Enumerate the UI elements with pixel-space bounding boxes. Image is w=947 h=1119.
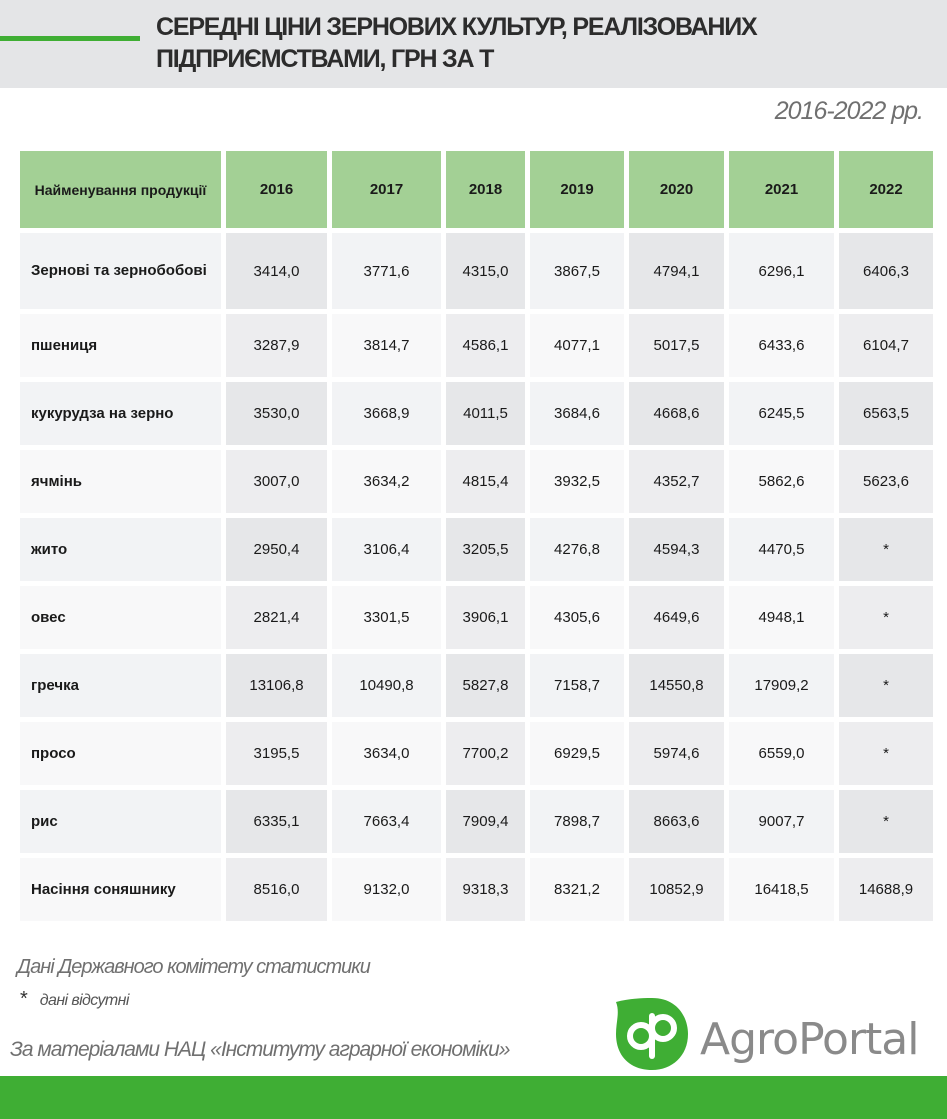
price-cell: 5017,5 — [629, 314, 724, 377]
product-name-cell: рис — [20, 790, 221, 853]
footer-bar — [0, 1076, 947, 1119]
price-cell: 5827,8 — [446, 654, 525, 717]
missing-data-note — [20, 988, 129, 1011]
credit-note: За матеріалами НАЦ «Інституту аграрної економіки» — [10, 1038, 510, 1061]
agroportal-wordmark: AgroPortal — [700, 1014, 919, 1065]
price-cell: 9132,0 — [332, 858, 441, 921]
price-cell: 6929,5 — [530, 722, 624, 785]
price-cell: 6245,5 — [729, 382, 834, 445]
price-cell: 6433,6 — [729, 314, 834, 377]
price-cell: 7158,7 — [530, 654, 624, 717]
price-cell: 3195,5 — [226, 722, 327, 785]
price-cell: 3106,4 — [332, 518, 441, 581]
column-header-2021: 2021 — [729, 151, 834, 228]
agroportal-logo — [612, 994, 919, 1076]
price-cell: 3530,0 — [226, 382, 327, 445]
table-row — [20, 722, 933, 785]
price-cell: 4948,1 — [729, 586, 834, 649]
price-cell: 14688,9 — [839, 858, 933, 921]
price-cell: 6335,1 — [226, 790, 327, 853]
price-cell: 8516,0 — [226, 858, 327, 921]
price-cell: 7700,2 — [446, 722, 525, 785]
price-cell: 3007,0 — [226, 450, 327, 513]
table-row — [20, 314, 933, 377]
price-cell: * — [839, 790, 933, 853]
column-header-2022: 2022 — [839, 151, 933, 228]
price-cell: 8321,2 — [530, 858, 624, 921]
price-cell: 3668,9 — [332, 382, 441, 445]
price-cell: 9318,3 — [446, 858, 525, 921]
price-cell: 8663,6 — [629, 790, 724, 853]
price-cell: 4794,1 — [629, 233, 724, 309]
price-cell: 3205,5 — [446, 518, 525, 581]
price-cell: 2950,4 — [226, 518, 327, 581]
price-cell: 3814,7 — [332, 314, 441, 377]
price-cell: 2821,4 — [226, 586, 327, 649]
table-row — [20, 233, 933, 309]
price-cell: 3414,0 — [226, 233, 327, 309]
price-cell: 10852,9 — [629, 858, 724, 921]
product-name-cell: кукурудза на зерно — [20, 382, 221, 445]
page-header — [0, 0, 947, 88]
column-header-2017: 2017 — [332, 151, 441, 228]
agroportal-leaf-icon — [612, 994, 692, 1074]
column-header-2020: 2020 — [629, 151, 724, 228]
price-cell: 4649,6 — [629, 586, 724, 649]
product-name-cell: жито — [20, 518, 221, 581]
column-header-2016: 2016 — [226, 151, 327, 228]
price-cell: 3932,5 — [530, 450, 624, 513]
price-cell: * — [839, 654, 933, 717]
price-cell: 13106,8 — [226, 654, 327, 717]
product-name-cell: ячмінь — [20, 450, 221, 513]
asterisk-mark: * — [20, 988, 28, 1010]
accent-line — [0, 36, 140, 41]
price-cell: * — [839, 722, 933, 785]
table-header-row — [20, 151, 933, 228]
price-cell: 4352,7 — [629, 450, 724, 513]
price-cell: 3634,0 — [332, 722, 441, 785]
product-name-cell: Насіння соняшнику — [20, 858, 221, 921]
product-name-cell: Зернові та зернобобові — [20, 233, 221, 309]
price-cell: 4668,6 — [629, 382, 724, 445]
table-row — [20, 790, 933, 853]
price-cell: 7898,7 — [530, 790, 624, 853]
price-cell: 4276,8 — [530, 518, 624, 581]
price-cell: 5974,6 — [629, 722, 724, 785]
price-cell: 4586,1 — [446, 314, 525, 377]
price-cell: 6563,5 — [839, 382, 933, 445]
product-name-cell: пшениця — [20, 314, 221, 377]
price-cell: 4470,5 — [729, 518, 834, 581]
price-cell: * — [839, 518, 933, 581]
table-row — [20, 450, 933, 513]
period-label: 2016-2022 рр. — [774, 97, 923, 125]
price-cell: 4815,4 — [446, 450, 525, 513]
price-cell: 3906,1 — [446, 586, 525, 649]
price-cell: 6559,0 — [729, 722, 834, 785]
price-cell: 3771,6 — [332, 233, 441, 309]
price-cell: 4077,1 — [530, 314, 624, 377]
column-header-2019: 2019 — [530, 151, 624, 228]
price-cell: 3634,2 — [332, 450, 441, 513]
product-name-cell: гречка — [20, 654, 221, 717]
price-cell: 9007,7 — [729, 790, 834, 853]
column-header-2018: 2018 — [446, 151, 525, 228]
price-cell: 4315,0 — [446, 233, 525, 309]
product-name-cell: просо — [20, 722, 221, 785]
price-cell: 3287,9 — [226, 314, 327, 377]
price-cell: 7663,4 — [332, 790, 441, 853]
price-cell: 3684,6 — [530, 382, 624, 445]
table-row — [20, 858, 933, 921]
price-cell: 17909,2 — [729, 654, 834, 717]
price-cell: 14550,8 — [629, 654, 724, 717]
price-cell: 4305,6 — [530, 586, 624, 649]
price-cell: 16418,5 — [729, 858, 834, 921]
product-name-cell: овес — [20, 586, 221, 649]
prices-table — [15, 146, 938, 926]
price-cell: 5862,6 — [729, 450, 834, 513]
price-cell: 6296,1 — [729, 233, 834, 309]
price-cell: 3301,5 — [332, 586, 441, 649]
column-header-product: Найменування продукції — [20, 151, 221, 228]
table-row — [20, 382, 933, 445]
price-cell: * — [839, 586, 933, 649]
source-note: Дані Державного комітету статистики — [17, 956, 370, 978]
price-cell: 4011,5 — [446, 382, 525, 445]
missing-data-text: дані відсутні — [39, 992, 129, 1009]
price-cell: 10490,8 — [332, 654, 441, 717]
price-cell: 5623,6 — [839, 450, 933, 513]
price-cell: 6406,3 — [839, 233, 933, 309]
price-cell: 4594,3 — [629, 518, 724, 581]
price-cell: 3867,5 — [530, 233, 624, 309]
table-row — [20, 518, 933, 581]
table-row — [20, 586, 933, 649]
price-cell: 6104,7 — [839, 314, 933, 377]
table-row — [20, 654, 933, 717]
page-title: СЕРЕДНІ ЦІНИ ЗЕРНОВИХ КУЛЬТУР, РЕАЛІЗОВАНИХ ПІДПРИЄМСТВАМИ, ГРН ЗА Т — [156, 13, 757, 73]
price-cell: 7909,4 — [446, 790, 525, 853]
